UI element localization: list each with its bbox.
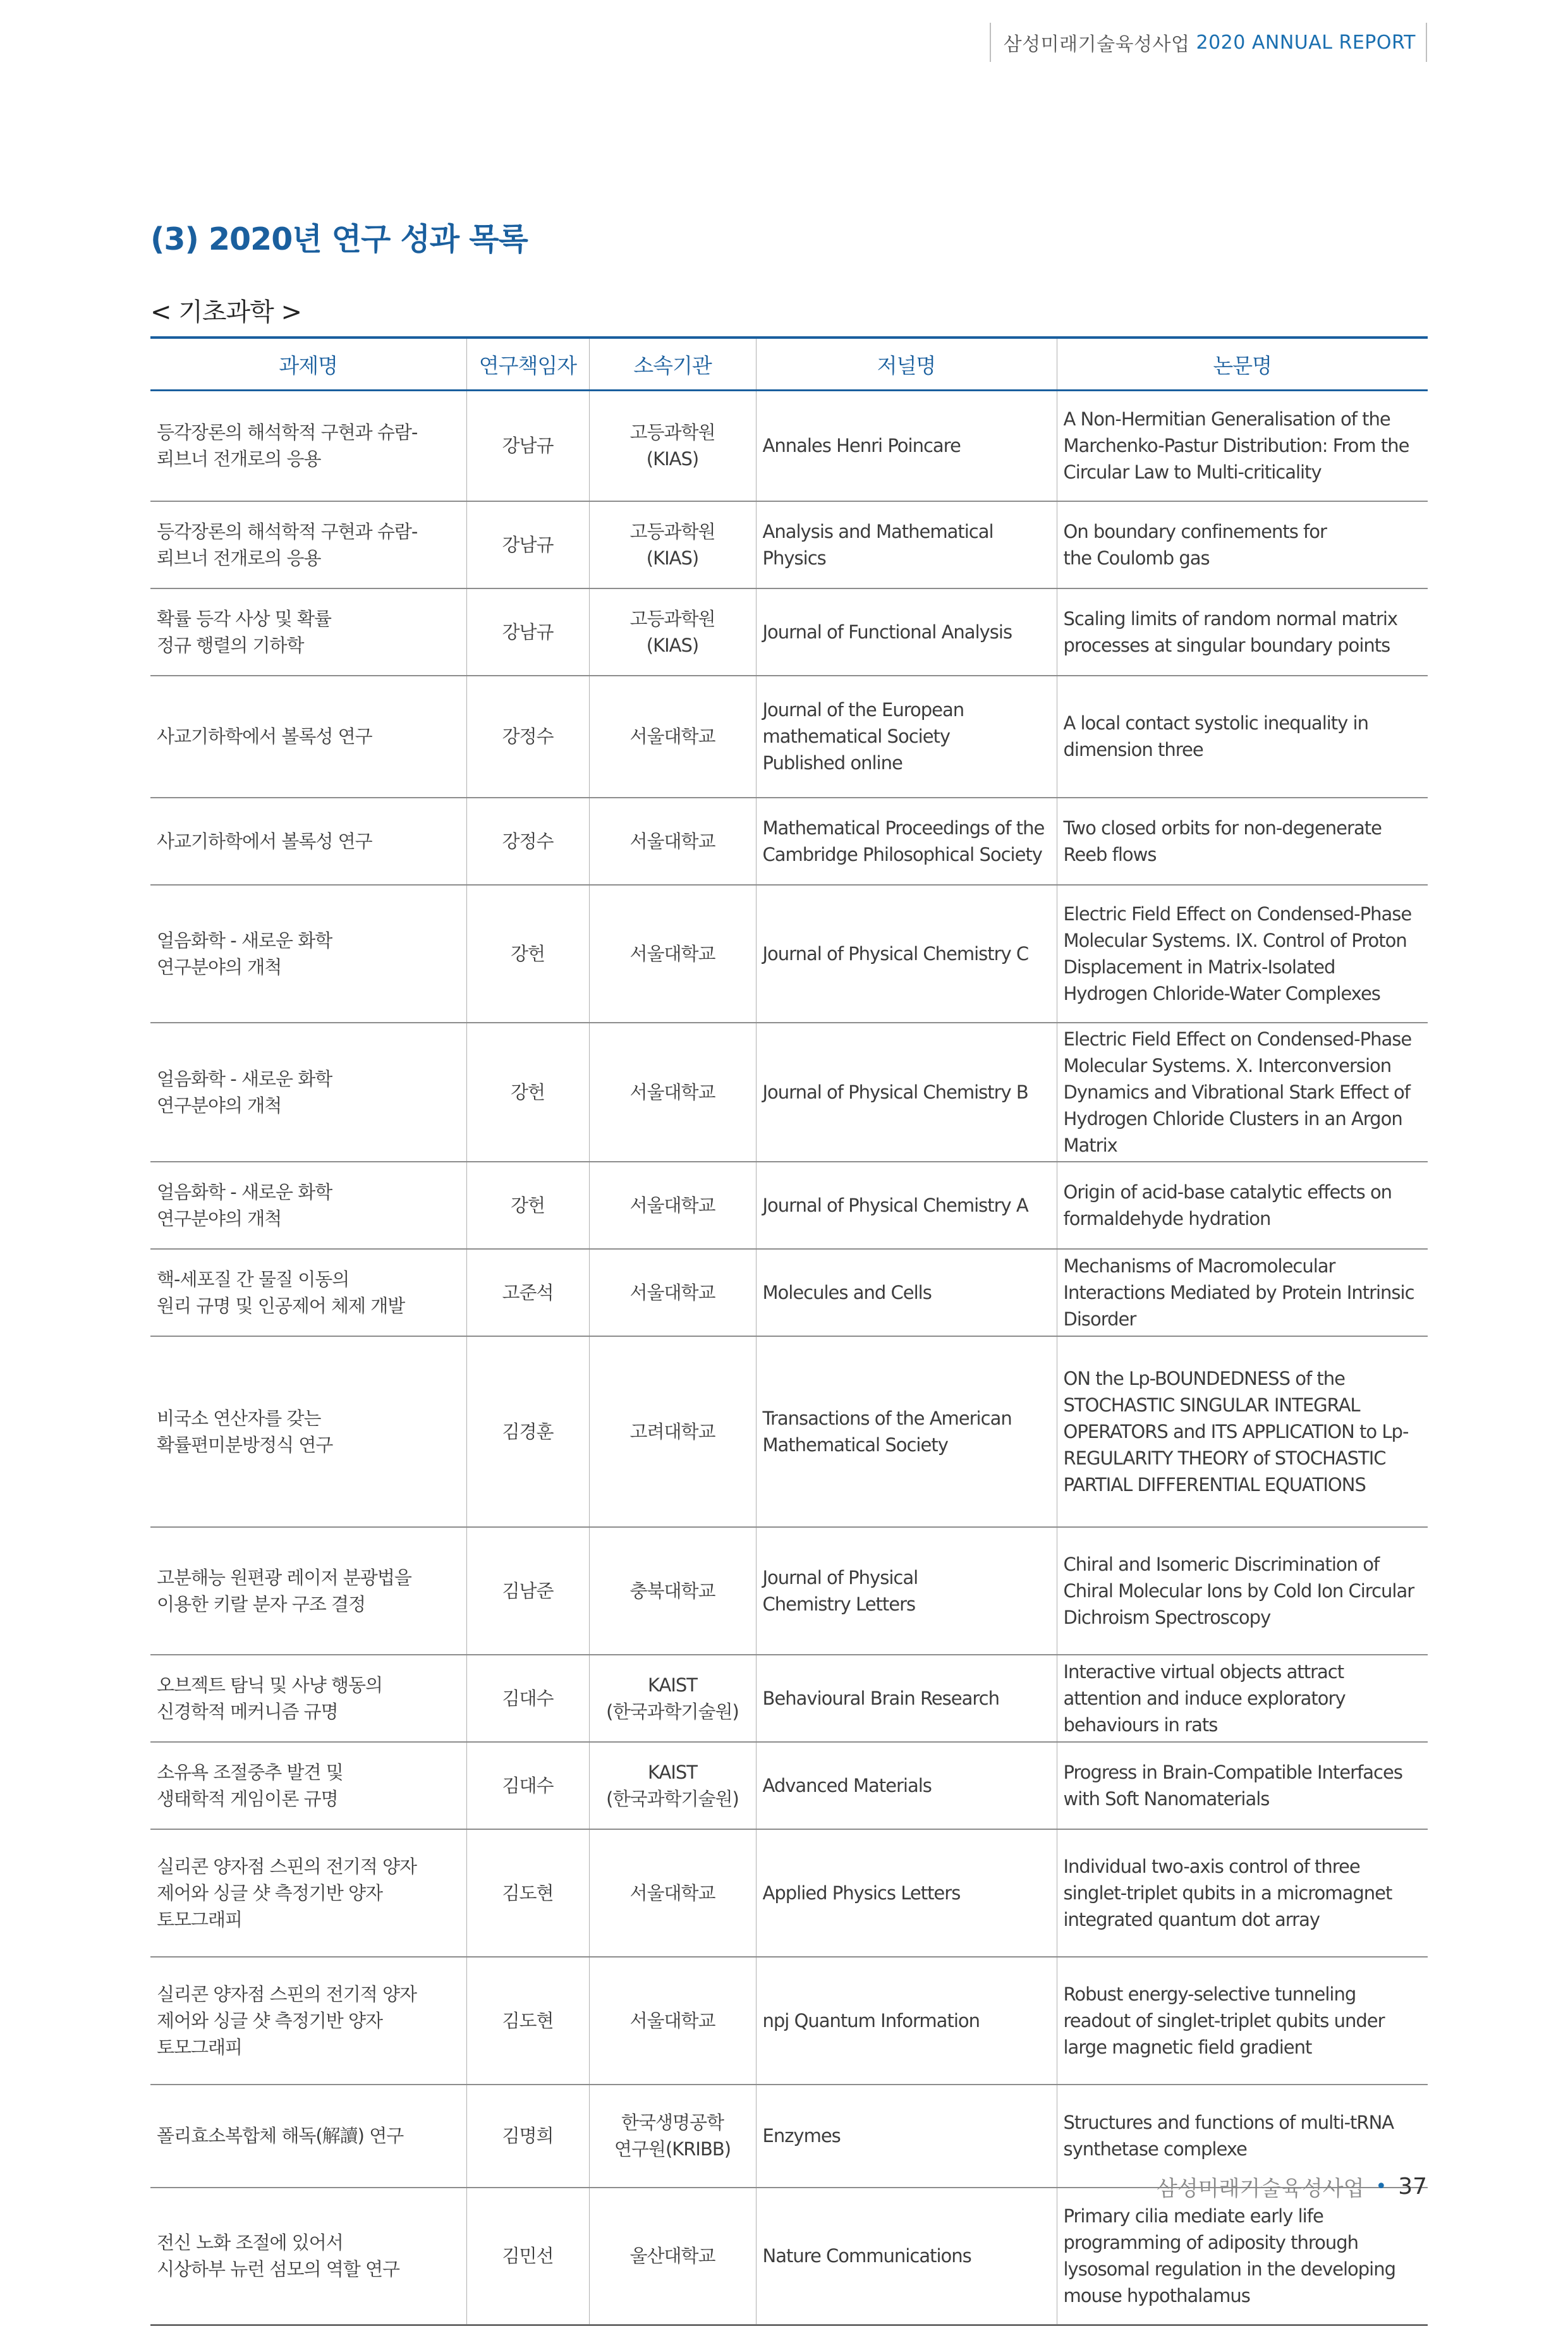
cell-researcher: 강헌 [466, 1162, 589, 1249]
cell-institution: 고등과학원 (KIAS) [589, 588, 756, 676]
cell-institution: 한국생명공학 연구원(KRIBB) [589, 2085, 756, 2188]
table-row [150, 391, 1428, 501]
cell-researcher: 김대수 [466, 1655, 589, 1742]
table-row [150, 1249, 1428, 1336]
cell-project: 실리콘 양자점 스핀의 전기적 양자 제어와 싱글 샷 측정기반 양자 토모그래피 [150, 1957, 466, 2085]
cell-project: 실리콘 양자점 스핀의 전기적 양자 제어와 싱글 샷 측정기반 양자 토모그래피 [150, 1829, 466, 1957]
cell-paper: Electric Field Effect on Condensed-Phase Molecular Systems. X. Interconversion Dynamics and Vibrational Stark Effect of Hydrogen Chloride Clusters in an Argon Matrix [1057, 1023, 1428, 1162]
cell-researcher: 김남준 [466, 1527, 589, 1655]
cell-institution: 서울대학교 [589, 1957, 756, 2085]
cell-journal: Mathematical Proceedings of the Cambridge Philosophical Society [756, 798, 1057, 885]
page-header [990, 23, 1427, 62]
cell-researcher: 강남규 [466, 588, 589, 676]
cell-journal: npj Quantum Information [756, 1957, 1057, 2085]
cell-project: 핵-세포질 간 물질 이동의 원리 규명 및 인공제어 체제 개발 [150, 1249, 466, 1336]
footer-bullet: • [1375, 2176, 1387, 2198]
header-brand: 삼성미래기술육성사업 [1003, 33, 1190, 56]
footer-brand: 삼성미래기술육성사업 [1157, 2176, 1364, 2201]
cell-institution: 서울대학교 [589, 676, 756, 798]
cell-paper: Electric Field Effect on Condensed-Phase Molecular Systems. IX. Control of Proton Displacement in Matrix-Isolated Hydrogen Chloride-Water Complexes [1057, 885, 1428, 1023]
cell-institution: 서울대학교 [589, 1829, 756, 1957]
cell-paper: Structures and functions of multi-tRNA synthetase complexe [1057, 2085, 1428, 2188]
cell-project: 얼음화학 - 새로운 화학 연구분야의 개척 [150, 1162, 466, 1249]
table-row [150, 1957, 1428, 2085]
cell-institution: KAIST (한국과학기술원) [589, 1742, 756, 1829]
cell-institution: 고려대학교 [589, 1336, 756, 1527]
cell-journal: Journal of the European mathematical Society Published online [756, 676, 1057, 798]
cell-journal: Molecules and Cells [756, 1249, 1057, 1336]
cell-journal: Behavioural Brain Research [756, 1655, 1057, 1742]
cell-journal: Journal of Functional Analysis [756, 588, 1057, 676]
cell-project: 소유욕 조절중추 발견 및 생태학적 게임이론 규명 [150, 1742, 466, 1829]
table-row [150, 1829, 1428, 1957]
cell-project: 사교기하학에서 볼록성 연구 [150, 798, 466, 885]
cell-paper: A local contact systolic inequality in dimension three [1057, 676, 1428, 798]
cell-journal: Annales Henri Poincare [756, 391, 1057, 501]
cell-paper: A Non-Hermitian Generalisation of the Marchenko-Pastur Distribution: From the Circular Law to Multi-criticality [1057, 391, 1428, 501]
cell-institution: 서울대학교 [589, 1023, 756, 1162]
table-row [150, 1336, 1428, 1527]
cell-journal: Nature Communications [756, 2188, 1057, 2325]
column-header-project: 과제명 [150, 338, 466, 391]
cell-researcher: 김명희 [466, 2085, 589, 2188]
section-title: (3) 2020년 연구 성과 목록 [150, 221, 528, 257]
cell-researcher: 고준석 [466, 1249, 589, 1336]
cell-project: 등각장론의 해석학적 구현과 슈람- 뢰브너 전개로의 응용 [150, 501, 466, 588]
cell-journal: Journal of Physical Chemistry B [756, 1023, 1057, 1162]
cell-project: 얼음화학 - 새로운 화학 연구분야의 개척 [150, 885, 466, 1023]
cell-researcher: 김도현 [466, 1957, 589, 2085]
cell-paper: On boundary confinements for the Coulomb gas [1057, 501, 1428, 588]
page-footer [1157, 2171, 1427, 2202]
cell-project: 비국소 연산자를 갖는 확률편미분방정식 연구 [150, 1336, 466, 1527]
cell-journal: Journal of Physical Chemistry C [756, 885, 1057, 1023]
table-row [150, 588, 1428, 676]
cell-researcher: 강헌 [466, 885, 589, 1023]
cell-paper: Two closed orbits for non-degenerate Reeb flows [1057, 798, 1428, 885]
cell-paper: Chiral and Isomeric Discrimination of Chiral Molecular Ions by Cold Ion Circular Dichroism Spectroscopy [1057, 1527, 1428, 1655]
table-row [150, 1655, 1428, 1742]
cell-researcher: 김민선 [466, 2188, 589, 2325]
cell-paper: Interactive virtual objects attract attention and induce exploratory behaviours in rats [1057, 1655, 1428, 1742]
cell-project: 전신 노화 조절에 있어서 시상하부 뉴런 섬모의 역할 연구 [150, 2188, 466, 2325]
cell-researcher: 강남규 [466, 391, 589, 501]
table-row [150, 1742, 1428, 1829]
header-report-title: 2020 ANNUAL REPORT [1196, 31, 1416, 54]
cell-project: 폴리효소복합체 해독(解讀) 연구 [150, 2085, 466, 2188]
table-row [150, 885, 1428, 1023]
cell-researcher: 강남규 [466, 501, 589, 588]
table-header-row [150, 338, 1428, 391]
column-header-researcher: 연구책임자 [466, 338, 589, 391]
cell-researcher: 김경훈 [466, 1336, 589, 1527]
cell-institution: 울산대학교 [589, 2188, 756, 2325]
table-row [150, 2188, 1428, 2325]
cell-journal: Journal of Physical Chemistry Letters [756, 1527, 1057, 1655]
cell-paper: Mechanisms of Macromolecular Interactions Mediated by Protein Intrinsic Disorder [1057, 1249, 1428, 1336]
cell-institution: 서울대학교 [589, 1162, 756, 1249]
cell-journal: Applied Physics Letters [756, 1829, 1057, 1957]
cell-researcher: 강헌 [466, 1023, 589, 1162]
cell-paper: ON the Lp-BOUNDEDNESS of the STOCHASTIC SINGULAR INTEGRAL OPERATORS and ITS APPLICATION to Lp-REGULARITY THEORY of STOCHASTIC PARTIAL DIFFERENTIAL EQUATIONS [1057, 1336, 1428, 1527]
cell-project: 고분해능 원편광 레이저 분광법을 이용한 키랄 분자 구조 결정 [150, 1527, 466, 1655]
column-header-paper: 논문명 [1057, 338, 1428, 391]
cell-institution: 서울대학교 [589, 885, 756, 1023]
table-row [150, 798, 1428, 885]
cell-institution: 충북대학교 [589, 1527, 756, 1655]
cell-project: 확률 등각 사상 및 확률 정규 행렬의 기하학 [150, 588, 466, 676]
cell-institution: 서울대학교 [589, 1249, 756, 1336]
cell-institution: 서울대학교 [589, 798, 756, 885]
cell-paper: Origin of acid-base catalytic effects on formaldehyde hydration [1057, 1162, 1428, 1249]
cell-journal: Enzymes [756, 2085, 1057, 2188]
column-header-institution: 소속기관 [589, 338, 756, 391]
cell-paper: Scaling limits of random normal matrix processes at singular boundary points [1057, 588, 1428, 676]
cell-paper: Robust energy-selective tunneling readout of singlet-triplet qubits under large magnetic field gradient [1057, 1957, 1428, 2085]
cell-paper: Primary cilia mediate early life programming of adiposity through lysosomal regulation in the developing mouse hypothalamus [1057, 2188, 1428, 2325]
research-results-table [150, 336, 1428, 2326]
cell-project: 얼음화학 - 새로운 화학 연구분야의 개척 [150, 1023, 466, 1162]
cell-project: 등각장론의 해석학적 구현과 슈람- 뢰브너 전개로의 응용 [150, 391, 466, 501]
page-number: 37 [1398, 2174, 1427, 2200]
cell-journal: Advanced Materials [756, 1742, 1057, 1829]
cell-project: 오브젝트 탐닉 및 사냥 행동의 신경학적 메커니즘 규명 [150, 1655, 466, 1742]
table-row [150, 676, 1428, 798]
table-row [150, 501, 1428, 588]
cell-paper: Individual two-axis control of three singlet-triplet qubits in a micromagnet integrated quantum dot array [1057, 1829, 1428, 1957]
cell-journal: Analysis and Mathematical Physics [756, 501, 1057, 588]
cell-researcher: 강정수 [466, 676, 589, 798]
table-row [150, 1023, 1428, 1162]
cell-institution: KAIST (한국과학기술원) [589, 1655, 756, 1742]
cell-project: 사교기하학에서 볼록성 연구 [150, 676, 466, 798]
cell-journal: Transactions of the American Mathematical Society [756, 1336, 1057, 1527]
cell-journal: Journal of Physical Chemistry A [756, 1162, 1057, 1249]
cell-researcher: 김도현 [466, 1829, 589, 1957]
table-row [150, 1162, 1428, 1249]
table-row [150, 1527, 1428, 1655]
cell-paper: Progress in Brain-Compatible Interfaces with Soft Nanomaterials [1057, 1742, 1428, 1829]
cell-researcher: 강정수 [466, 798, 589, 885]
column-header-journal: 저널명 [756, 338, 1057, 391]
cell-institution: 고등과학원 (KIAS) [589, 501, 756, 588]
sub-title: < 기초과학 > [150, 298, 302, 327]
cell-researcher: 김대수 [466, 1742, 589, 1829]
cell-institution: 고등과학원 (KIAS) [589, 391, 756, 501]
